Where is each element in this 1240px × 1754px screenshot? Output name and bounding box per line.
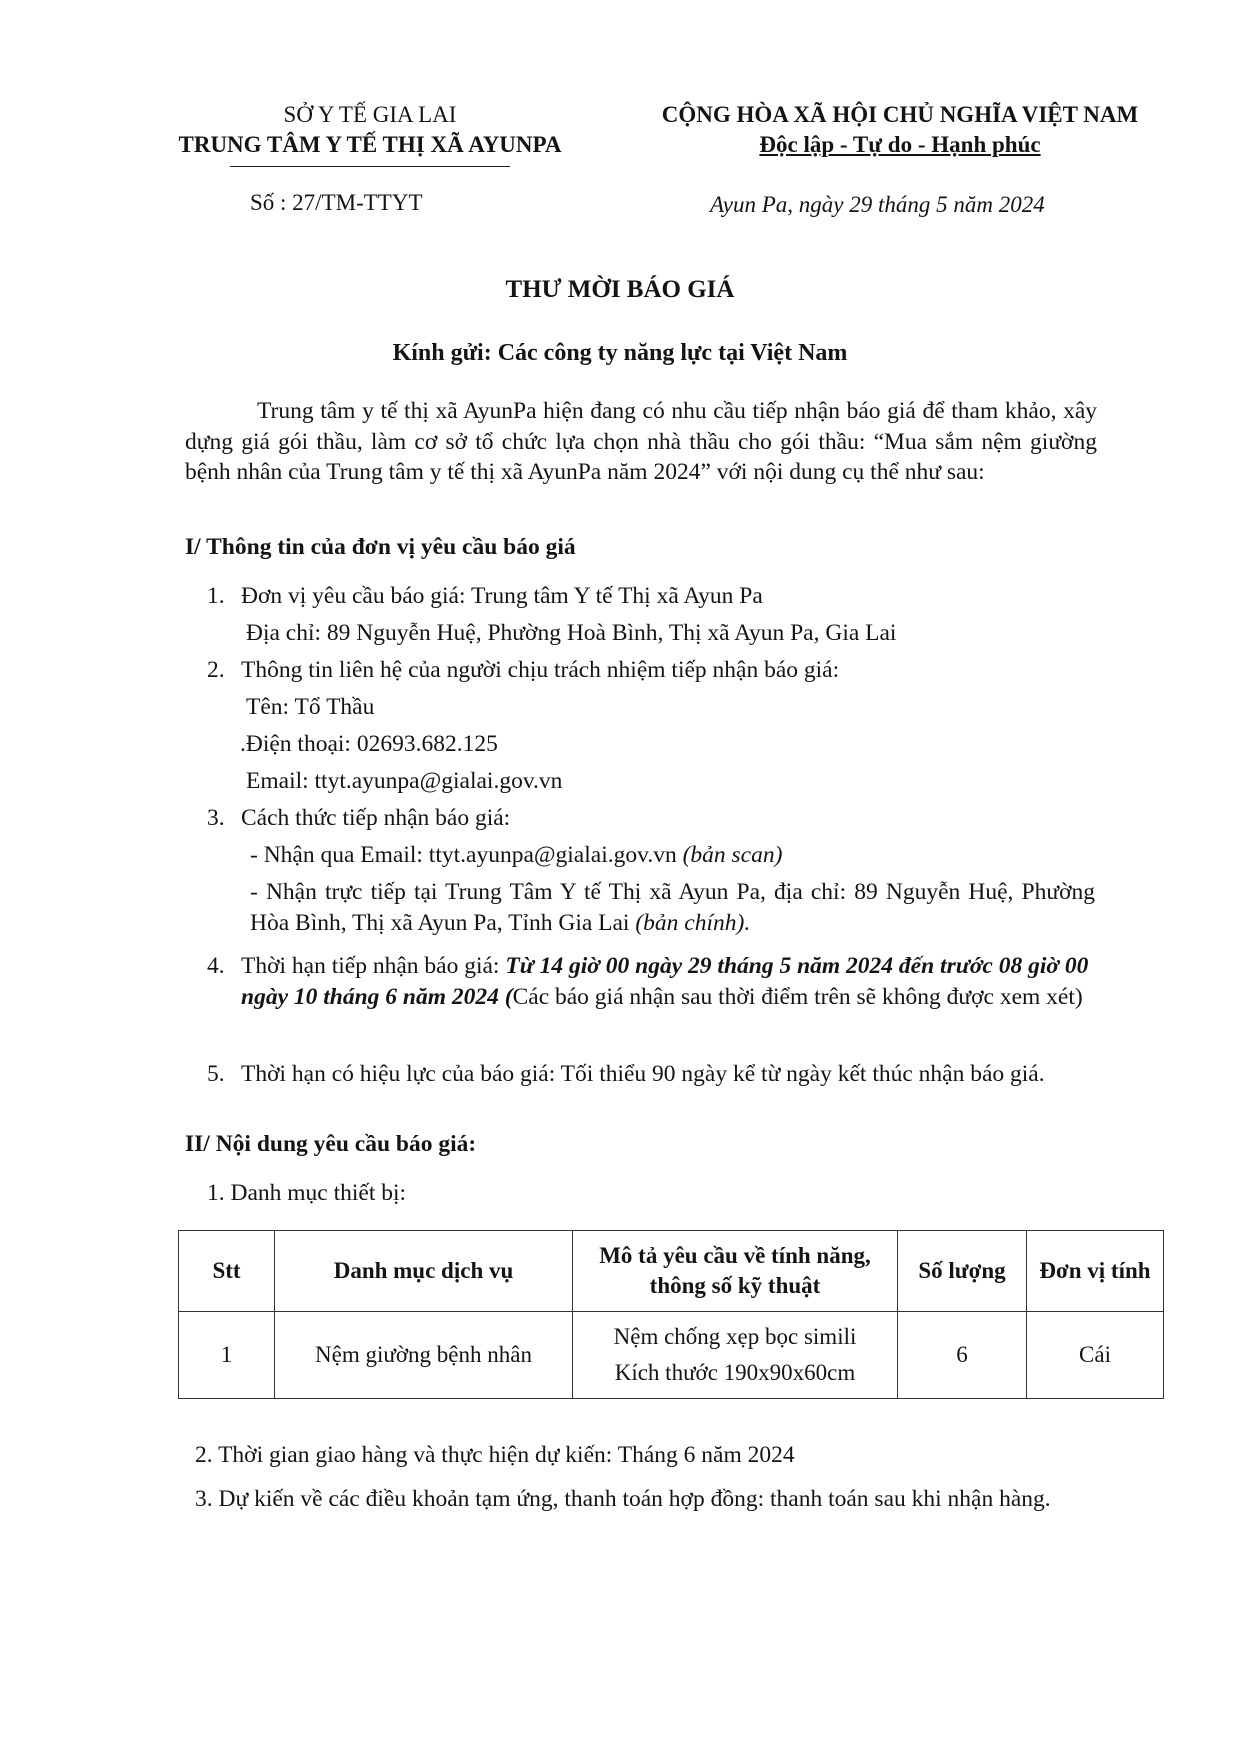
document-number: Số : 27/TM-TTYT: [250, 190, 423, 215]
item-number: 1.: [207, 583, 225, 609]
cell-stt: 1: [179, 1312, 275, 1399]
receipt-direct-text: - Nhận trực tiếp tại Trung Tâm Y tế Thị xã Ayun Pa, địa chỉ: 89 Nguyễn Huệ, Phường Hòa Bình, Thị xã Ayun Pa, Tỉnh Gia Lai: [250, 879, 1095, 936]
greeting-line: Kính gửi: Các công ty năng lực tại Việt Nam: [392, 340, 848, 366]
col-header-spec: Mô tả yêu cầu về tính năng, thông số kỹ thuật: [573, 1231, 898, 1312]
cell-service: Nệm giường bệnh nhân: [275, 1312, 573, 1399]
deadline-lead: Thời hạn tiếp nhận báo giá:: [241, 953, 506, 979]
issuer-org-name: TRUNG TÂM Y TẾ THỊ XÃ AYUNPA: [178, 131, 562, 157]
section-1-item-3: [207, 803, 1097, 834]
item-number: 4.: [207, 953, 225, 979]
item-number: 3.: [207, 805, 225, 831]
section-2-heading: II/ Nội dung yêu cầu báo giá:: [185, 1131, 477, 1157]
requester-address: Địa chỉ: 89 Nguyễn Huệ, Phường Hoà Bình, Thị xã Ayun Pa, Gia Lai: [246, 620, 897, 646]
issuer-block: [130, 100, 610, 167]
national-motto: Độc lập - Tự do - Hạnh phúc: [759, 131, 1041, 157]
item-text: Cách thức tiếp nhận báo giá:: [241, 805, 511, 831]
item-number: 2.: [207, 657, 225, 683]
contact-email: Email: ttyt.ayunpa@gialai.gov.vn: [246, 768, 563, 794]
document-date: Ayun Pa, ngày 29 tháng 5 năm 2024: [710, 192, 1045, 217]
intro-text: Trung tâm y tế thị xã AyunPa hiện đang có nhu cầu tiếp nhận báo giá để tham khảo, xây dựng giá gói thầu, làm cơ sở tổ chức lựa chọn nhà thầu cho gói thầu: “Mua sắm nệm giường bệnh nhân của Trung tâm y tế thị xã AyunPa năm 2024” với nội dung cụ thể như sau:: [185, 398, 1097, 486]
cell-spec: [573, 1312, 898, 1399]
contact-phone: .Điện thoại: 02693.682.125: [240, 731, 498, 757]
spec-line-1: Nệm chống xẹp bọc simili: [613, 1324, 857, 1350]
document-title: THƯ MỜI BÁO GIÁ: [505, 276, 735, 303]
section-1-item-1: [207, 581, 1097, 612]
table-header-row: [179, 1231, 1164, 1312]
issuer-parent-org: SỞ Y TẾ GIA LAI: [283, 102, 457, 127]
section-2-item-1: 1. Danh mục thiết bị:: [207, 1180, 407, 1206]
col-header-service: Danh mục dịch vụ: [275, 1231, 573, 1312]
section-2-item-2: 2. Thời gian giao hàng và thực hiện dự kiến: Tháng 6 năm 2024: [195, 1442, 795, 1468]
receipt-email-text: - Nhận qua Email: ttyt.ayunpa@gialai.gov.vn: [250, 842, 677, 868]
item-text: Thời hạn có hiệu lực của báo giá: Tối thiểu 90 ngày kể từ ngày kết thúc nhận báo giá.: [241, 1061, 1045, 1087]
country-name: CỘNG HÒA XÃ HỘI CHỦ NGHĨA VIỆT NAM: [661, 102, 1139, 127]
issuer-underline: [230, 166, 510, 167]
spec-line-2: Kích thước 190x90x60cm: [614, 1360, 856, 1385]
cell-unit: Cái: [1027, 1312, 1164, 1399]
receipt-direct-note: (bản chính).: [635, 909, 751, 936]
cell-quantity: 6: [898, 1312, 1027, 1399]
receipt-method-direct: [250, 877, 1095, 938]
intro-paragraph: [185, 396, 1097, 488]
section-1-item-2: [207, 655, 1097, 686]
item-text: Đơn vị yêu cầu báo giá: Trung tâm Y tế Thị xã Ayun Pa: [241, 583, 763, 609]
col-header-unit: Đơn vị tính: [1027, 1231, 1164, 1312]
section-2-item-3: 3. Dự kiến về các điều khoản tạm ứng, thanh toán hợp đồng: thanh toán sau khi nhận hàng.: [195, 1486, 1051, 1512]
section-1-item-4: [207, 951, 1097, 1012]
contact-name: Tên: Tổ Thầu: [246, 694, 375, 720]
item-text: Thông tin liên hệ của người chịu trách nhiệm tiếp nhận báo giá:: [241, 657, 840, 683]
col-header-stt: Stt: [179, 1231, 275, 1312]
deadline-note: Các báo giá nhận sau thời điểm trên sẽ không được xem xét): [512, 983, 1083, 1010]
table-row: [179, 1312, 1164, 1399]
section-1-item-5: [207, 1059, 1097, 1090]
section-1-heading: I/ Thông tin của đơn vị yêu cầu báo giá: [185, 534, 576, 560]
item-number: 5.: [207, 1061, 225, 1087]
col-header-quantity: Số lượng: [898, 1231, 1027, 1312]
equipment-table: [178, 1230, 1163, 1399]
receipt-email-note: (bản scan): [682, 842, 783, 868]
national-header: [620, 100, 1180, 160]
receipt-method-email: [250, 840, 1101, 871]
deadline-period: Từ 14 giờ 00 ngày 29 tháng 5 năm 2024 đến trước 08 giờ 00 ngày 10 tháng 6 năm 2024 (: [241, 953, 1089, 1010]
